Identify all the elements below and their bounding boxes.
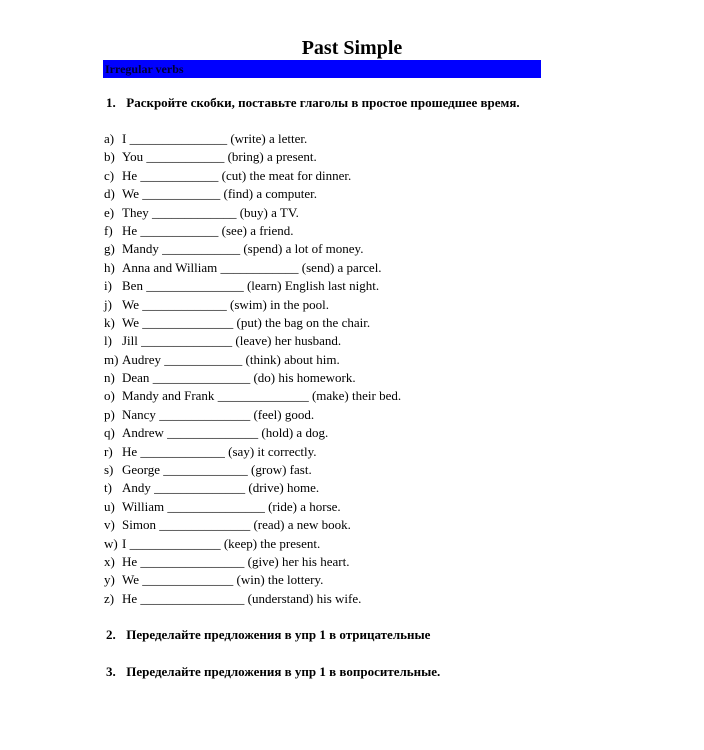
answer-blank: ______________	[129, 535, 221, 551]
item-subject: He	[122, 167, 138, 183]
exercise-item	[104, 535, 401, 553]
item-letter: q)	[104, 425, 115, 441]
item-letter: f)	[104, 222, 113, 238]
item-rest: a parcel.	[337, 259, 382, 275]
answer-blank: ______________	[217, 388, 309, 404]
item-verb: (do)	[253, 370, 276, 386]
item-verb: (hold)	[261, 425, 294, 441]
item-subject: He	[122, 443, 138, 459]
item-verb: (grow)	[251, 462, 287, 478]
item-subject: They	[122, 204, 149, 220]
item-letter: b)	[104, 149, 115, 165]
item-verb: (learn)	[246, 278, 282, 294]
item-verb: (think)	[245, 351, 281, 367]
item-letter: g)	[104, 241, 115, 257]
exercise-item	[104, 130, 401, 148]
item-rest: his homework.	[278, 370, 356, 386]
item-rest: fast.	[289, 462, 312, 478]
item-rest: English last night.	[284, 278, 380, 294]
item-rest: home.	[287, 480, 320, 496]
answer-blank: ______________	[159, 406, 251, 422]
exercise-item	[104, 222, 401, 240]
item-letter: w)	[104, 535, 118, 551]
exercise-item	[104, 479, 401, 497]
answer-blank: ____________	[164, 351, 243, 367]
item-letter: d)	[104, 186, 115, 202]
item-subject: He	[122, 222, 138, 238]
exercise-item	[104, 498, 401, 516]
item-verb: (send)	[301, 259, 335, 275]
item-letter: y)	[104, 572, 115, 588]
item-subject: Anna and William	[122, 259, 218, 275]
item-rest: a present.	[266, 149, 317, 165]
exercise-item	[104, 443, 401, 461]
answer-blank: _______________	[146, 278, 244, 294]
answer-blank: ______________	[141, 333, 233, 349]
exercise-item	[104, 277, 401, 295]
exercise-item	[104, 553, 401, 571]
item-subject: Andrew	[122, 425, 164, 441]
item-rest: her husband.	[274, 333, 342, 349]
answer-blank: ____________	[140, 167, 219, 183]
answer-blank: ____________	[162, 241, 241, 257]
exercise-item	[104, 461, 401, 479]
item-verb: (feel)	[253, 406, 282, 422]
item-subject: We	[122, 572, 139, 588]
item-rest: his wife.	[316, 590, 362, 606]
item-verb: (say)	[228, 443, 255, 459]
answer-blank: ____________	[142, 186, 221, 202]
item-letter: h)	[104, 259, 115, 275]
item-subject: Ben	[122, 278, 143, 294]
item-rest: good.	[284, 406, 315, 422]
item-rest: the meat for dinner.	[249, 167, 352, 183]
exercise-item	[104, 369, 401, 387]
answer-blank: _______________	[167, 498, 265, 514]
exercise-item	[104, 185, 401, 203]
item-letter: j)	[104, 296, 112, 312]
item-subject: I	[122, 131, 127, 146]
item-rest: their bed.	[352, 388, 402, 404]
exercise-item	[104, 204, 401, 222]
item-letter: v)	[104, 517, 115, 533]
task-number: 3.	[106, 664, 116, 679]
item-rest: a new book.	[287, 517, 351, 533]
task-text: Переделайте предложения в упр 1 в вопросительные.	[126, 664, 441, 679]
item-verb: (write)	[230, 131, 266, 146]
item-verb: (spend)	[243, 241, 283, 257]
item-subject: We	[122, 186, 139, 202]
answer-blank: ______________	[142, 314, 234, 330]
item-letter: i)	[104, 278, 112, 294]
answer-blank: ______________	[142, 572, 234, 588]
answer-blank: _______________	[129, 131, 228, 146]
item-letter: p)	[104, 406, 115, 422]
item-rest: a horse.	[300, 498, 341, 514]
item-verb: (give)	[247, 553, 279, 569]
item-letter: t)	[104, 480, 112, 496]
exercise-item	[104, 424, 401, 442]
answer-blank: ____________	[220, 259, 299, 275]
item-verb: (cut)	[221, 167, 247, 183]
item-subject: Jill	[122, 333, 138, 349]
item-verb: (swim)	[230, 296, 267, 312]
section-banner	[103, 60, 541, 78]
answer-blank: ______________	[159, 517, 251, 533]
item-rest: the lottery.	[267, 572, 324, 588]
answer-blank: ______________	[154, 480, 246, 496]
item-subject: He	[122, 590, 138, 606]
item-verb: (put)	[236, 314, 262, 330]
item-subject: Mandy	[122, 241, 159, 257]
answer-blank: _____________	[163, 462, 248, 478]
item-rest: a TV.	[271, 204, 299, 220]
item-verb: (read)	[253, 517, 285, 533]
exercise-list	[104, 130, 401, 608]
item-rest: in the pool.	[270, 296, 329, 312]
item-letter: u)	[104, 498, 115, 514]
exercise-item	[104, 332, 401, 350]
item-letter: a)	[104, 131, 115, 146]
exercise-item	[104, 351, 401, 369]
item-subject: You	[122, 149, 144, 165]
item-letter: k)	[104, 314, 115, 330]
answer-blank: _____________	[142, 296, 227, 312]
answer-blank: ____________	[140, 222, 219, 238]
item-letter: c)	[104, 167, 115, 183]
task-1-heading	[106, 95, 520, 111]
item-subject: He	[122, 553, 138, 569]
item-verb: (understand)	[247, 590, 314, 606]
item-letter: l)	[104, 333, 112, 349]
item-rest: her his heart.	[281, 553, 350, 569]
task-text: Переделайте предложения в упр 1 в отрицательные	[126, 627, 431, 642]
item-subject: Simon	[122, 517, 156, 533]
item-subject: Mandy and Frank	[122, 388, 215, 404]
item-verb: (drive)	[248, 480, 284, 496]
page-title: Past Simple	[301, 37, 403, 59]
answer-blank: _____________	[151, 204, 237, 220]
item-subject: George	[122, 462, 161, 478]
banner-label: Irregular verbs	[105, 62, 184, 76]
item-letter: z)	[104, 590, 115, 606]
item-rest: about him.	[284, 351, 340, 367]
item-subject: William	[122, 498, 165, 514]
item-verb: (win)	[236, 572, 265, 588]
exercise-item	[104, 571, 401, 589]
item-verb: (find)	[223, 186, 254, 202]
item-verb: (keep)	[223, 535, 258, 551]
exercise-item	[104, 406, 401, 424]
answer-blank: ______________	[167, 425, 259, 441]
exercise-item	[104, 259, 401, 277]
item-subject: Nancy	[122, 406, 156, 422]
item-rest: it correctly.	[257, 443, 317, 459]
task-3-heading	[106, 664, 440, 680]
task-number: 2.	[106, 627, 116, 642]
item-verb: (make)	[311, 388, 349, 404]
item-subject: We	[122, 314, 139, 330]
item-subject: We	[122, 296, 139, 312]
item-rest: a lot of money.	[285, 241, 364, 257]
item-subject: Andy	[122, 480, 151, 496]
item-rest: the present.	[260, 535, 321, 551]
exercise-item	[104, 590, 401, 608]
item-subject: I	[122, 535, 127, 551]
item-letter: o)	[104, 388, 115, 404]
answer-blank: _______________	[152, 370, 251, 386]
task-2-heading	[106, 627, 430, 643]
exercise-item	[104, 148, 401, 166]
item-verb: (see)	[221, 222, 247, 238]
item-rest: the bag on the chair.	[265, 314, 371, 330]
item-letter: n)	[104, 370, 115, 386]
exercise-item	[104, 387, 401, 405]
answer-blank: ________________	[140, 553, 245, 569]
item-rest: a computer.	[256, 186, 318, 202]
answer-blank: _____________	[140, 443, 225, 459]
item-verb: (bring)	[227, 149, 264, 165]
exercise-item	[104, 516, 401, 534]
item-letter: r)	[104, 443, 113, 459]
item-subject: Dean	[122, 370, 150, 386]
item-subject: Audrey	[122, 351, 161, 367]
exercise-item	[104, 296, 401, 314]
exercise-item	[104, 240, 401, 258]
item-verb: (ride)	[268, 498, 297, 514]
item-verb: (leave)	[235, 333, 272, 349]
item-letter: e)	[104, 204, 115, 220]
task-number: 1.	[106, 95, 116, 110]
item-verb: (buy)	[239, 204, 268, 220]
item-letter: m)	[104, 351, 119, 367]
item-letter: x)	[104, 553, 115, 569]
answer-blank: ________________	[140, 590, 245, 606]
item-rest: a letter.	[268, 131, 308, 146]
item-rest: a friend.	[250, 222, 294, 238]
item-rest: a dog.	[296, 425, 329, 441]
task-text: Раскройте скобки, поставьте глаголы в простое прошедшее время.	[126, 95, 520, 110]
exercise-item	[104, 167, 401, 185]
item-letter: s)	[104, 462, 114, 478]
answer-blank: ____________	[146, 149, 225, 165]
exercise-item	[104, 314, 401, 332]
